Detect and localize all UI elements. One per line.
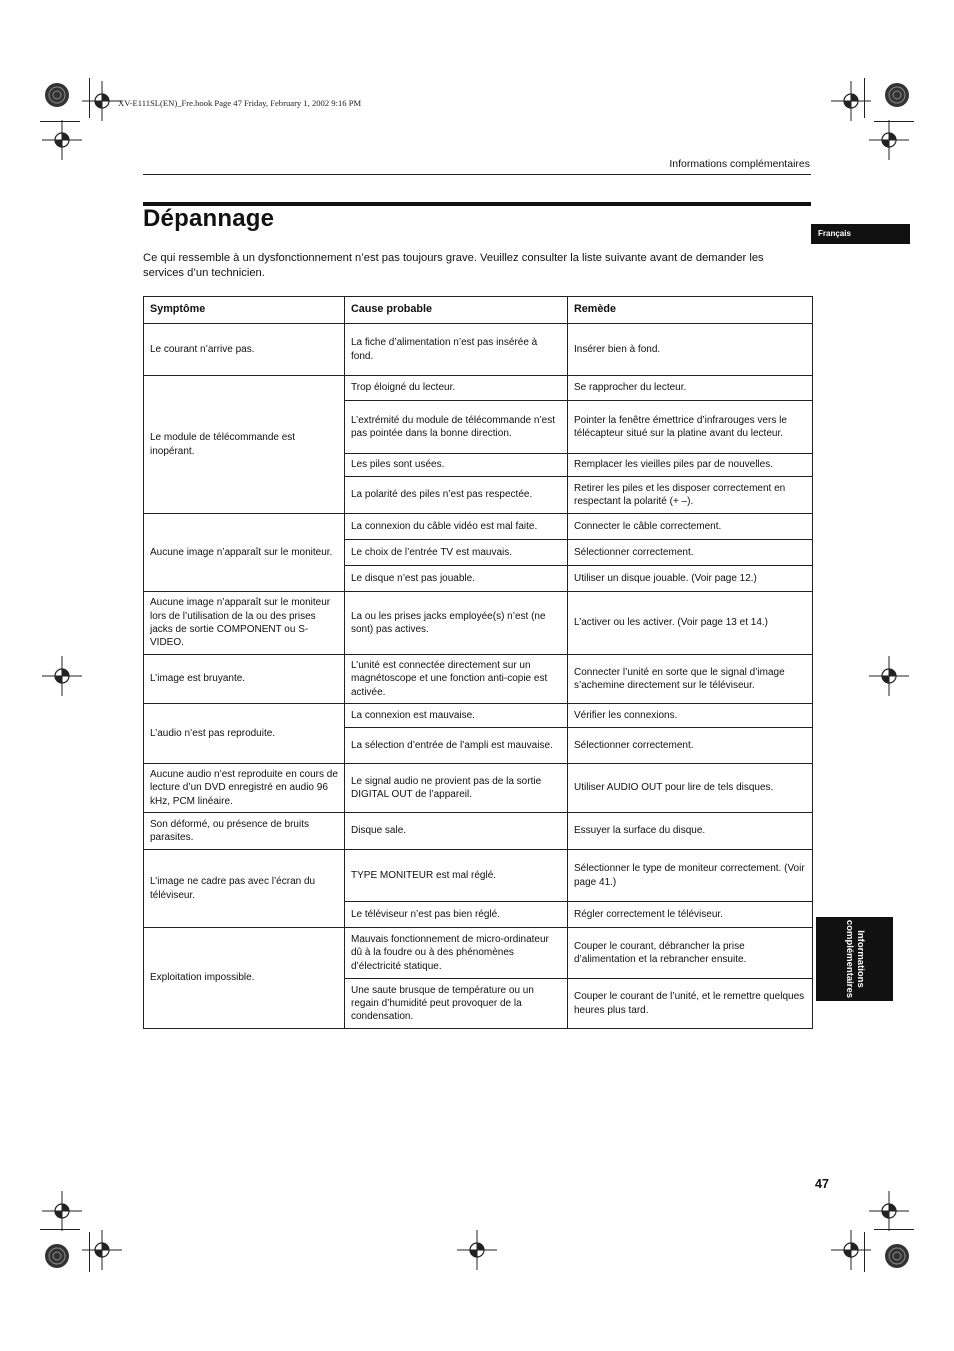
page-number: 47 [815, 1177, 829, 1191]
registration-rosette-icon [884, 1243, 910, 1269]
remedy-cell: Retirer les piles et les disposer correctement en respectant la polarité (+ –). [568, 477, 813, 514]
table-row [144, 813, 813, 850]
table-row [144, 764, 813, 813]
remedy-cell: Couper le courant de l’unité, et le remettre quelques heures plus tard. [568, 979, 813, 1029]
symptom-cell: L’audio n’est pas reproduite. [144, 704, 345, 764]
remedy-cell: Utiliser un disque jouable. (Voir page 12.) [568, 566, 813, 592]
registration-rosette-icon [884, 82, 910, 108]
cause-cell: Le disque n’est pas jouable. [345, 566, 568, 592]
crosshair-icon [831, 81, 871, 121]
cause-cell: La fiche d’alimentation n’est pas insérée à fond. [345, 324, 568, 376]
intro-paragraph: Ce qui ressemble à un dysfonctionnement n’est pas toujours grave. Veuillez consulter la liste suivante avant de demander les services d’un technicien. [143, 252, 764, 279]
remedy-cell: Sélectionner correctement. [568, 728, 813, 764]
table-row [144, 376, 813, 401]
cause-cell: La ou les prises jacks employée(s) n’est (ne sont) pas actives. [345, 592, 568, 655]
table-row [144, 655, 813, 704]
cause-cell: Le signal audio ne provient pas de la sortie DIGITAL OUT de l’appareil. [345, 764, 568, 813]
remedy-cell: Utiliser AUDIO OUT pour lire de tels disques. [568, 764, 813, 813]
remedy-cell: Pointer la fenêtre émettrice d’infrarouges vers le télécapteur situé sur la platine avant du lecteur. [568, 401, 813, 454]
side-tab-line2: complémentaires [843, 919, 855, 999]
crosshair-icon [869, 1191, 909, 1231]
remedy-cell: Se rapprocher du lecteur. [568, 376, 813, 401]
crosshair-icon [82, 81, 122, 121]
symptom-cell: Exploitation impossible. [144, 928, 345, 1029]
cause-cell: L’unité est connectée directement sur un magnétoscope et une fonction anti-copie est activée. [345, 655, 568, 704]
cause-cell: Les piles sont usées. [345, 454, 568, 477]
crosshair-icon [869, 656, 909, 696]
crosshair-icon [457, 1230, 497, 1270]
table-row [144, 850, 813, 902]
remedy-cell: Sélectionner correctement. [568, 540, 813, 566]
symptom-cell: Le module de télécommande est inopérant. [144, 376, 345, 514]
symptom-cell: Aucune image n’apparaît sur le moniteur. [144, 514, 345, 592]
symptom-cell: Son déformé, ou présence de bruits parasites. [144, 813, 345, 850]
cause-cell: TYPE MONITEUR est mal réglé. [345, 850, 568, 902]
print-header: XV-E111SL(EN)_Fre.book Page 47 Friday, February 1, 2002 9:16 PM [118, 98, 362, 108]
crosshair-icon [831, 1230, 871, 1270]
cause-cell: La connexion du câble vidéo est mal faite. [345, 514, 568, 540]
cause-cell: L’extrémité du module de télécommande n’est pas pointée dans la bonne direction. [345, 401, 568, 454]
header-remedy: Remède [568, 297, 813, 324]
language-tab: Français [811, 224, 910, 244]
cause-cell: La connexion est mauvaise. [345, 704, 568, 728]
crosshair-icon [42, 120, 82, 160]
section-header: Informations complémentaires [669, 158, 810, 170]
remedy-cell: Sélectionner le type de moniteur correctement. (Voir page 41.) [568, 850, 813, 902]
symptom-cell: Le courant n’arrive pas. [144, 324, 345, 376]
remedy-cell: Connecter le câble correctement. [568, 514, 813, 540]
section-side-tab [816, 917, 893, 1001]
cause-cell: La sélection d’entrée de l’ampli est mauvaise. [345, 728, 568, 764]
symptom-cell: L’image ne cadre pas avec l’écran du téléviseur. [144, 850, 345, 928]
remedy-cell: Remplacer les vieilles piles par de nouvelles. [568, 454, 813, 477]
side-tab-line1: Informations [854, 930, 866, 988]
cause-cell: Le choix de l’entrée TV est mauvais. [345, 540, 568, 566]
header-symptom: Symptôme [144, 297, 345, 324]
crosshair-icon [82, 1230, 122, 1270]
section-rule [143, 174, 811, 175]
table-row [144, 514, 813, 540]
table-row [144, 592, 813, 655]
cause-cell: Trop éloigné du lecteur. [345, 376, 568, 401]
remedy-cell: Couper le courant, débrancher la prise d’alimentation et la rebrancher ensuite. [568, 928, 813, 979]
remedy-cell: Essuyer la surface du disque. [568, 813, 813, 850]
crosshair-icon [869, 120, 909, 160]
crosshair-icon [42, 1191, 82, 1231]
crosshair-icon [42, 656, 82, 696]
remedy-cell: Régler correctement le téléviseur. [568, 902, 813, 928]
cause-cell: Une saute brusque de température ou un regain d’humidité peut provoquer de la condensation. [345, 979, 568, 1029]
cause-cell: La polarité des piles n’est pas respectée. [345, 477, 568, 514]
table-row [144, 928, 813, 979]
cause-cell: Le téléviseur n’est pas bien réglé. [345, 902, 568, 928]
remedy-cell: Connecter l’unité en sorte que le signal d’image s’achemine directement sur le téléviseur. [568, 655, 813, 704]
cause-cell: Mauvais fonctionnement de micro-ordinateur dû à la foudre ou à des phénomènes d’électricité statique. [345, 928, 568, 979]
page-title: Dépannage [143, 205, 275, 232]
remedy-cell: L’activer ou les activer. (Voir page 13 et 14.) [568, 592, 813, 655]
registration-rosette-icon [44, 1243, 70, 1269]
remedy-cell: Insérer bien à fond. [568, 324, 813, 376]
table-header-row [144, 297, 813, 324]
table-row [144, 704, 813, 728]
side-tab-label [844, 919, 866, 999]
troubleshooting-table [143, 296, 813, 1029]
table-row [144, 324, 813, 376]
symptom-cell: Aucune audio n’est reproduite en cours de lecture d’un DVD enregistré en audio 96 kHz, PCM linéaire. [144, 764, 345, 813]
symptom-cell: Aucune image n’apparaît sur le moniteur lors de l’utilisation de la ou des prises jacks de sortie COMPONENT ou S-VIDEO. [144, 592, 345, 655]
remedy-cell: Vérifier les connexions. [568, 704, 813, 728]
registration-rosette-icon [44, 82, 70, 108]
symptom-cell: L’image est bruyante. [144, 655, 345, 704]
cause-cell: Disque sale. [345, 813, 568, 850]
header-cause: Cause probable [345, 297, 568, 324]
